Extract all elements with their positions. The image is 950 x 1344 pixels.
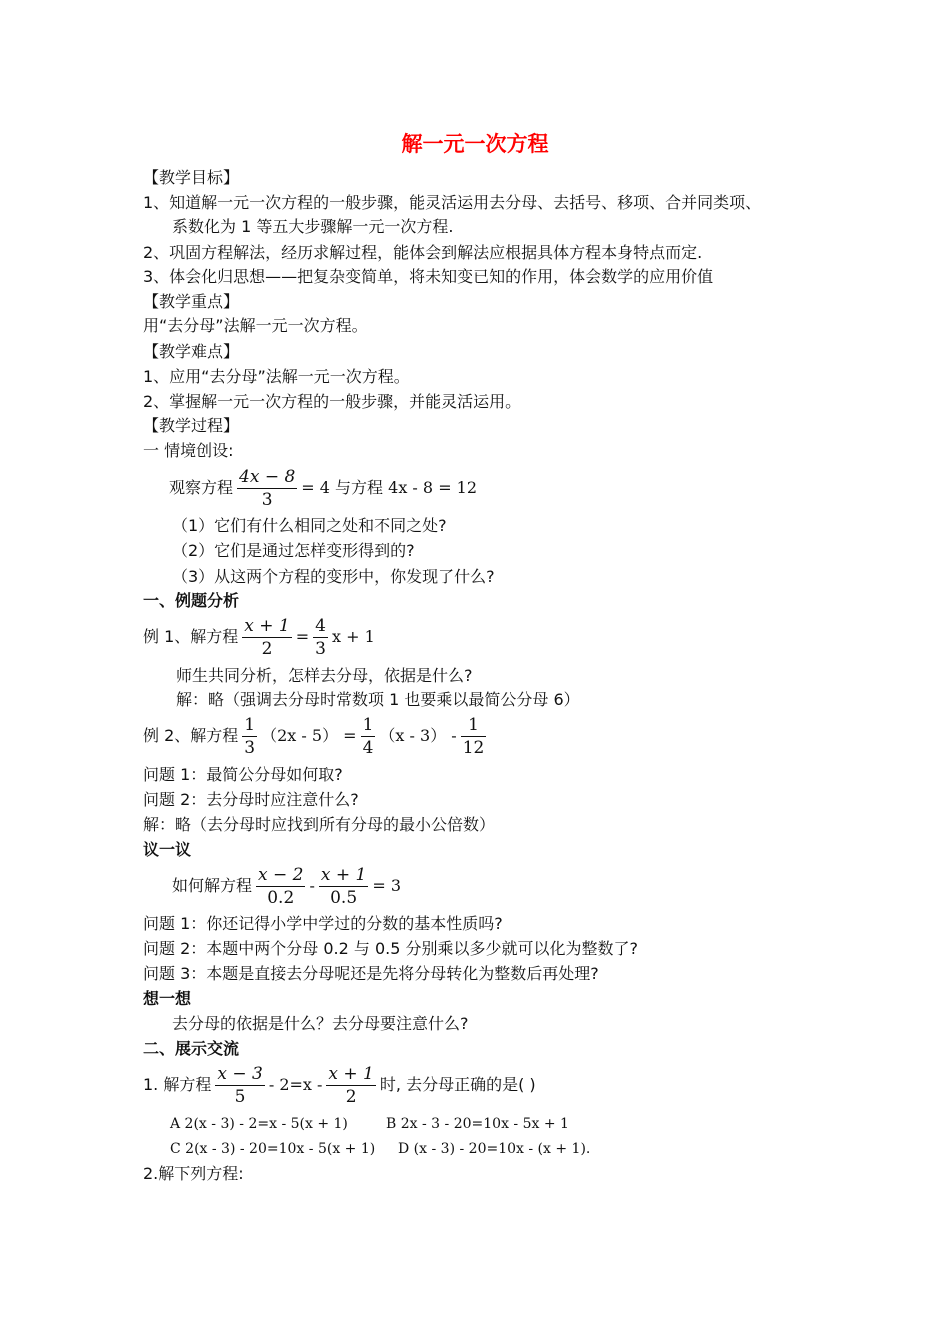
p1-frac1-num: x − 3 [217, 1064, 263, 1084]
ex2-frac1-num: 1 [244, 715, 256, 735]
exchange-heading: 二、展示交流 [143, 1039, 240, 1058]
option-b: B 2x - 3 - 20=10x - 5x + 1 [386, 1116, 569, 1132]
ex1-equals: = [295, 627, 310, 646]
observe-prefix: 观察方程 [169, 478, 234, 497]
goals-heading: 【教学目标】 [143, 168, 240, 187]
discuss-minus: - [309, 876, 315, 895]
goal-item-2: 2、巩固方程解法，经历求解过程，能体会到解法应根据具体方程本身特点而定. [143, 243, 703, 262]
difficulty-item-1: 1、应用“去分母”法解一元一次方程。 [143, 367, 410, 386]
discuss-suffix: = 3 [372, 876, 402, 895]
example-2-question-2: 问题 2：去分母时应注意什么? [143, 790, 359, 809]
discuss-frac2-den: 0.5 [319, 886, 368, 909]
ex2-frac3-num: 1 [468, 715, 479, 735]
p1-mid: - 2=x - [268, 1075, 323, 1094]
discuss-question-1: 问题 1：你还记得小学中学过的分数的基本性质吗? [143, 914, 503, 933]
problem-1-fraction-1 [215, 1063, 264, 1108]
ex1-frac1-num: x + 1 [244, 616, 290, 636]
difficulty-item-2: 2、掌握解一元一次方程的一般步骤，并能灵活运用。 [143, 392, 522, 411]
ex1-suffix: x + 1 [331, 627, 375, 646]
observe-fraction [237, 466, 297, 511]
discuss-frac2-num: x + 1 [320, 865, 367, 885]
think-heading: 想一想 [143, 989, 192, 1008]
scene-heading: 一 情境创设: [143, 441, 234, 460]
observe-frac-num: 4x − 8 [239, 467, 296, 487]
discuss-question-3: 问题 3：本题是直接去分母呢还是先将分母转化为整数后再处理? [143, 964, 599, 983]
scene-question-2: （2）它们是通过怎样变形得到的? [172, 541, 415, 560]
example-2-fraction-3 [461, 714, 487, 759]
discuss-prefix: 如何解方程 [172, 876, 253, 895]
difficulties-heading: 【教学难点】 [143, 342, 240, 361]
example-2-prefix: 例 2、解方程 [143, 726, 239, 745]
observe-suffix: = 4 与方程 4x - 8 = 12 [301, 478, 478, 497]
ex2-mid-1: （2x - 5） = [261, 726, 357, 745]
example-2-question-1: 问题 1：最简公分母如何取? [143, 765, 343, 784]
scene-question-3: （3）从这两个方程的变形中，你发现了什么? [172, 567, 495, 586]
example-2-fraction-1 [242, 714, 257, 759]
scene-question-1: （1）它们有什么相同之处和不同之处? [172, 516, 447, 535]
option-c: C 2(x - 3) - 20=10x - 5(x + 1) [170, 1141, 376, 1157]
ex1-frac2-den: 3 [315, 639, 326, 659]
discuss-heading: 议一议 [143, 840, 192, 859]
goal-item-3: 3、体会化归思想——把复杂变简单，将未知变已知的作用，体会数学的应用价值 [143, 267, 714, 286]
ex2-frac1-den: 3 [244, 738, 256, 758]
option-d: D (x - 3) - 20=10x - (x + 1). [398, 1141, 591, 1157]
goal-item-1: 1、知道解一元一次方程的一般步骤，能灵活运用去分母、去括号、移项、合并同类项、 [143, 193, 762, 212]
example-1-answer: 解：略（强调去分母时常数项 1 也要乘以最简公分母 6） [176, 690, 580, 709]
ex1-frac2-num: 4 [315, 616, 326, 636]
option-a: A 2(x - 3) - 2=x - 5(x + 1) [170, 1116, 348, 1132]
key-points-heading: 【教学重点】 [143, 292, 240, 311]
observe-frac-den: 3 [237, 488, 297, 511]
discuss-equation [172, 864, 401, 909]
problem-1-equation [143, 1063, 536, 1108]
ex1-frac1-den: 2 [242, 637, 291, 660]
example-1-fraction-1 [242, 615, 291, 660]
goal-item-1-cont: 系数化为 1 等五大步骤解一元一次方程. [172, 217, 454, 236]
example-2-answer: 解：略（去分母时应找到所有分母的最小公倍数） [143, 815, 496, 834]
process-heading: 【教学过程】 [143, 416, 240, 435]
problem-2: 2.解下列方程: [143, 1164, 244, 1183]
p1-frac1-den: 5 [215, 1085, 264, 1108]
example-1-fraction-2 [313, 615, 328, 660]
ex2-mid-2: （x - 3） - [379, 726, 457, 745]
problem-1-fraction-2 [326, 1063, 375, 1108]
observe-equation [169, 466, 477, 511]
example-1-prefix: 例 1、解方程 [143, 627, 239, 646]
key-points-text: 用“去分母”法解一元一次方程。 [143, 316, 368, 335]
example-2-fraction-2 [361, 714, 376, 759]
ex2-frac2-den: 4 [362, 738, 374, 758]
document-title: 解一元一次方程 [401, 132, 549, 156]
example-1-equation [143, 615, 375, 660]
discuss-fraction-2 [319, 864, 368, 909]
ex2-frac2-num: 1 [362, 715, 374, 735]
discuss-question-2: 问题 2：本题中两个分母 0.2 与 0.5 分别乘以多少就可以化为整数了? [143, 939, 638, 958]
p1-frac2-num: x + 1 [328, 1064, 374, 1084]
example-2-equation [143, 714, 490, 759]
examples-heading: 一、例题分析 [143, 591, 240, 610]
discuss-fraction-1 [256, 864, 305, 909]
problem-1-prefix: 1. 解方程 [143, 1075, 212, 1094]
example-1-discussion: 师生共同分析，怎样去分母，依据是什么? [176, 666, 473, 685]
ex2-frac3-den: 12 [462, 738, 485, 758]
p1-suffix: 时, 去分母正确的是( ) [379, 1075, 536, 1094]
discuss-frac1-den: 0.2 [256, 886, 305, 909]
discuss-frac1-num: x − 2 [258, 865, 304, 885]
p1-frac2-den: 2 [326, 1085, 375, 1108]
think-text: 去分母的依据是什么？去分母要注意什么? [172, 1014, 469, 1033]
